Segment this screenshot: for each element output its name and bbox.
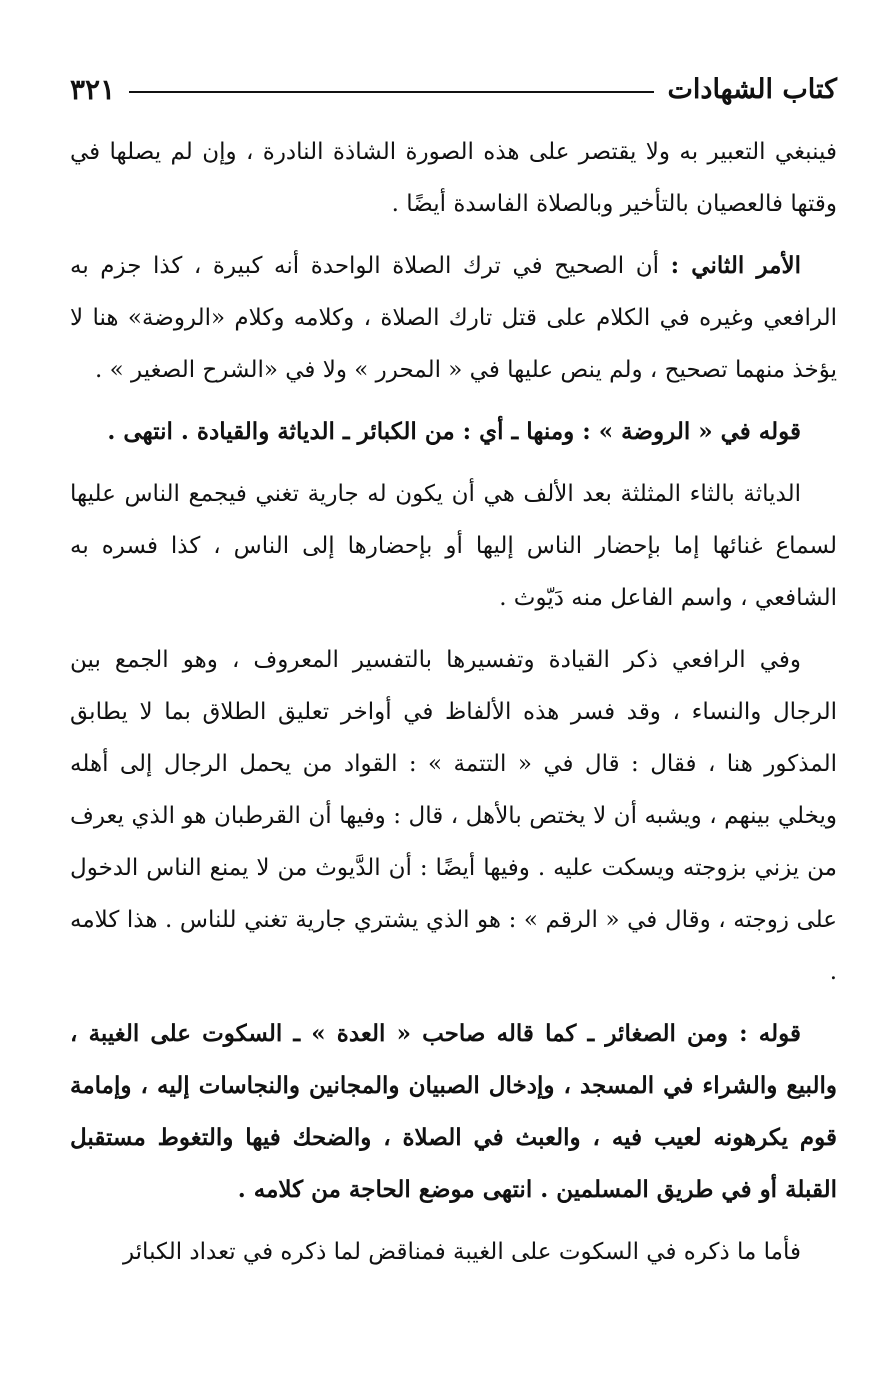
paragraph-3: قوله في « الروضة » : ومنها ـ أي : من الكبائر ـ الدياثة والقيادة . انتهى . (107, 418, 801, 445)
paragraph-2-lead: الأمر الثاني : (670, 252, 801, 279)
paragraph-6: قوله : ومن الصغائر ـ كما قاله صاحب « العدة » ـ السكوت على الغيبة ، والبيع والشراء في المسجد ، وإدخال الصبيان والمجانين والنجاسات إليه ، وإمامة قوم يكرهونه لعيب فيه ، والعبث في الصلاة ، والضحك فيها والتغوط مستقبل القبلة أو في طريق المسلمين . انتهى موضع الحاجة من كلامه . (70, 1020, 837, 1203)
page-number: ٣٢١ (70, 72, 116, 106)
paragraph-1: فينبغي التعبير به ولا يقتصر على هذه الصورة الشاذة النادرة ، وإن لم يصلها في وقتها فالعصيان بالتأخير وبالصلاة الفاسدة أيضًا . (70, 139, 837, 217)
paragraph-2 (70, 240, 837, 396)
header-title: كتاب الشهادات (667, 73, 837, 105)
paragraph-4: الدياثة بالثاء المثلثة بعد الألف هي أن يكون له جارية تغني فيجمع الناس عليها لسماع غنائها إما بإحضار الناس إليها أو بإحضارها إلى الناس ، كذا فسره به الشافعي ، واسم الفاعل منه دَيّوث . (70, 481, 837, 611)
book-page (70, 64, 837, 1288)
paragraph-2-body: أن الصحيح في ترك الصلاة الواحدة أنه كبيرة ، كذا جزم به الرافعي وغيره في الكلام على قتل تارك الصلاة ، وكلامه وكلام «الروضة» هنا لا يؤخذ منهما تصحيح ، ولم ينص عليها في « المحرر » ولا في «الشرح الصغير » . (70, 253, 837, 383)
paragraph-7: فأما ما ذكره في السكوت على الغيبة فمناقض لما ذكره في تعداد الكبائر (122, 1239, 801, 1265)
header-rule (129, 91, 653, 93)
paragraph-5: وفي الرافعي ذكر القيادة وتفسيرها بالتفسير المعروف ، وهو الجمع بين الرجال والنساء ، وقد فسر هذه الألفاظ في أواخر تعليق الطلاق بما لا يطابق المذكور هنا ، فقال : قال في « التتمة » : القواد من يحمل الرجال إلى أهله ويخلي بينهم ، ويشبه أن لا يختص بالأهل ، قال : وفيها أن القرطبان هو الذي يعرف من يزني بزوجته ويسكت عليه . وفيها أيضًا : أن الدَّيوث من لا يمنع الناس الدخول على زوجته ، وقال في « الرقم » : هو الذي يشتري جارية تغني للناس . هذا كلامه . (70, 647, 837, 985)
running-header (70, 64, 837, 114)
